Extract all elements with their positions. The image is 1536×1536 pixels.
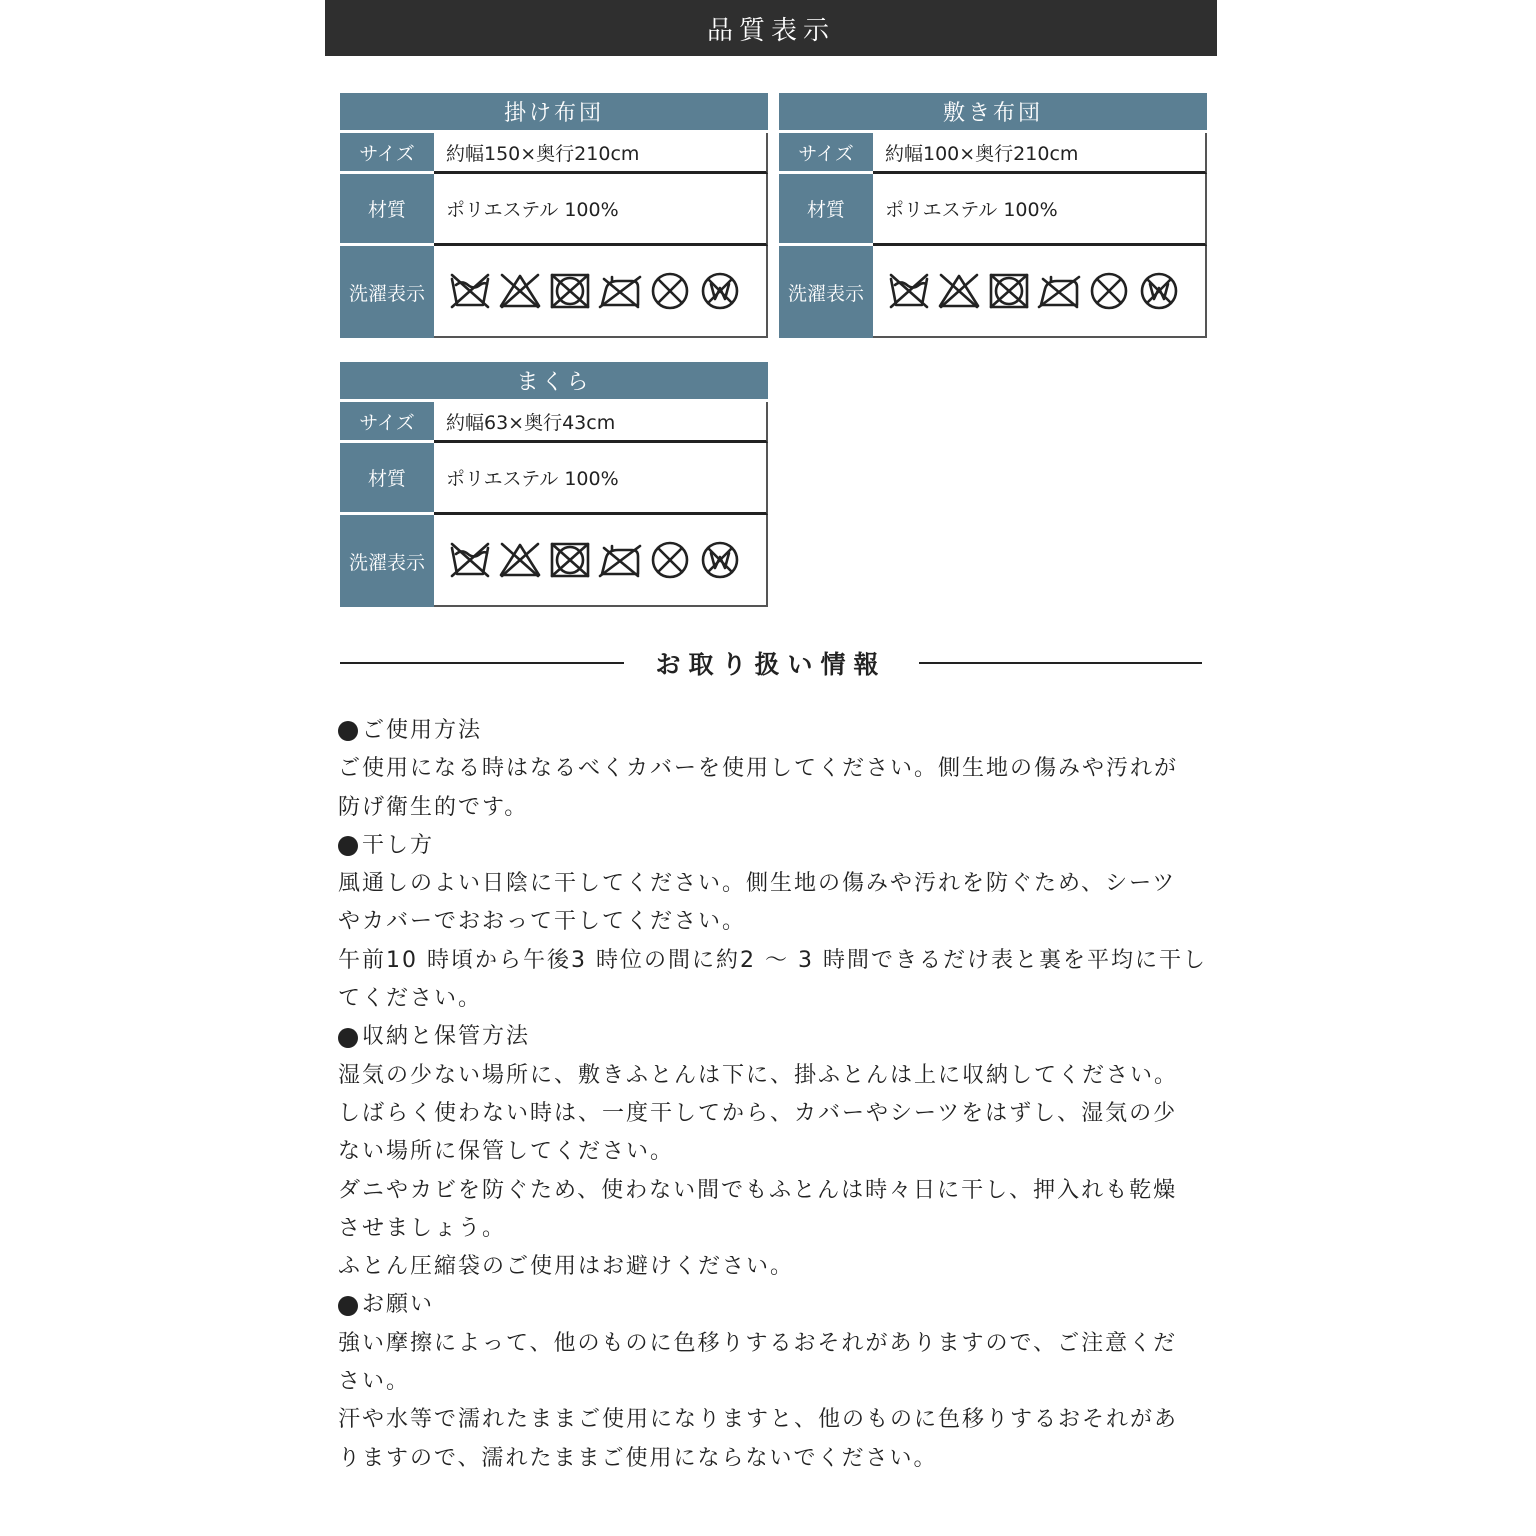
no-wet-clean-icon bbox=[698, 271, 742, 311]
heading-text: ご使用方法 bbox=[362, 718, 483, 743]
page-title: 品質表示 bbox=[706, 15, 835, 46]
wash-label: 洗濯表示 bbox=[779, 246, 873, 338]
care-heading bbox=[338, 827, 1208, 865]
care-line: やカバーでおおって干してください。 bbox=[338, 909, 747, 935]
care-title: お取り扱い情報 bbox=[655, 650, 887, 679]
heading-text: 干し方 bbox=[362, 832, 435, 858]
care-line: ない場所に保管してください。 bbox=[338, 1139, 675, 1165]
size-value: 約幅100×奥行210cm bbox=[873, 133, 1207, 174]
table-title: まくら bbox=[340, 362, 768, 402]
material-value: ポリエステル 100% bbox=[434, 174, 768, 246]
no-iron-icon bbox=[598, 540, 642, 580]
care-heading bbox=[338, 1018, 1208, 1056]
divider-right bbox=[919, 662, 1203, 664]
no-tumble-dry-icon bbox=[987, 271, 1031, 311]
no-bleach-icon bbox=[498, 540, 542, 580]
no-iron-icon bbox=[1037, 271, 1081, 311]
care-line: 風通しのよい日陰に干してください。側生地の傷みや汚れを防ぐため、シーツ bbox=[338, 871, 1177, 897]
bullet-icon bbox=[338, 1296, 358, 1316]
material-label: 材質 bbox=[779, 174, 873, 246]
care-line: ご使用になる時はなるべくカバーを使用してください。側生地の傷みや汚れが bbox=[338, 756, 1179, 782]
wash-label: 洗濯表示 bbox=[340, 515, 434, 607]
no-bleach-icon bbox=[937, 271, 981, 311]
care-line: りますので、濡れたままご使用にならないでください。 bbox=[338, 1445, 938, 1471]
care-line: 強い摩擦によって、他のものに色移りするおそれがありますので、ご注意くだ bbox=[338, 1330, 1178, 1356]
material-label: 材質 bbox=[340, 174, 434, 246]
care-line: 防げ衛生的です。 bbox=[338, 794, 529, 820]
no-wet-clean-icon bbox=[1137, 271, 1181, 311]
no-bleach-icon bbox=[498, 271, 542, 311]
table-title: 敷き布団 bbox=[779, 93, 1207, 133]
wash-icons bbox=[434, 515, 768, 607]
care-line: しばらく使わない時は、一度干してから、カバーやシーツをはずし、湿気の少 bbox=[338, 1100, 1178, 1126]
no-wash-icon bbox=[448, 540, 492, 580]
care-line: させましょう。 bbox=[338, 1215, 507, 1241]
material-row bbox=[340, 174, 768, 246]
product-table-kakebuton bbox=[340, 93, 768, 338]
table-title: 掛け布団 bbox=[340, 93, 768, 133]
size-label: サイズ bbox=[340, 133, 434, 174]
size-label: サイズ bbox=[340, 402, 434, 443]
size-label: サイズ bbox=[779, 133, 873, 174]
size-row bbox=[340, 402, 768, 443]
bullet-icon bbox=[338, 1028, 358, 1048]
wash-row bbox=[340, 515, 768, 607]
no-wash-icon bbox=[887, 271, 931, 311]
size-value: 約幅63×奥行43cm bbox=[434, 402, 768, 443]
no-dry-clean-icon bbox=[648, 540, 692, 580]
care-line: ダニやカビを防ぐため、使わない間でもふとんは時々日に干し、押入れも乾燥 bbox=[338, 1177, 1178, 1203]
heading-text: 収納と保管方法 bbox=[362, 1024, 531, 1050]
care-heading bbox=[338, 712, 1208, 750]
no-dry-clean-icon bbox=[648, 271, 692, 311]
material-value: ポリエステル 100% bbox=[873, 174, 1207, 246]
size-row bbox=[340, 133, 768, 174]
care-line: てください。 bbox=[338, 986, 483, 1012]
care-line: さい。 bbox=[338, 1369, 411, 1395]
care-info bbox=[338, 712, 1208, 1478]
size-row bbox=[779, 133, 1207, 174]
material-label: 材質 bbox=[340, 443, 434, 515]
page-header bbox=[325, 0, 1217, 56]
care-line: ふとん圧縮袋のご使用はお避けください。 bbox=[338, 1254, 795, 1280]
bullet-icon bbox=[338, 721, 358, 741]
no-tumble-dry-icon bbox=[548, 540, 592, 580]
no-wet-clean-icon bbox=[698, 540, 742, 580]
product-table-makura bbox=[340, 362, 768, 607]
no-tumble-dry-icon bbox=[548, 271, 592, 311]
material-row bbox=[779, 174, 1207, 246]
care-line: 午前10 時頃から午後3 時位の間に約2 ～ 3 時間できるだけ表と裏を平均に干し bbox=[338, 947, 1207, 973]
care-heading bbox=[338, 1286, 1208, 1324]
wash-row bbox=[340, 246, 768, 338]
no-wash-icon bbox=[448, 271, 492, 311]
divider-left bbox=[340, 662, 624, 664]
wash-icons bbox=[873, 246, 1207, 338]
care-section-title bbox=[340, 645, 1202, 681]
bullet-icon bbox=[338, 836, 358, 856]
no-iron-icon bbox=[598, 271, 642, 311]
product-table-shikibuton bbox=[779, 93, 1207, 338]
no-dry-clean-icon bbox=[1087, 271, 1131, 311]
care-line: 湿気の少ない場所に、敷きふとんは下に、掛ふとんは上に収納してください。 bbox=[338, 1062, 1179, 1088]
material-row bbox=[340, 443, 768, 515]
wash-label: 洗濯表示 bbox=[340, 246, 434, 338]
wash-icons bbox=[434, 246, 768, 338]
material-value: ポリエステル 100% bbox=[434, 443, 768, 515]
size-value: 約幅150×奥行210cm bbox=[434, 133, 768, 174]
heading-text: お願い bbox=[362, 1292, 435, 1318]
care-line: 汗や水等で濡れたままご使用になりますと、他のものに色移りするおそれがあ bbox=[338, 1407, 1179, 1433]
wash-row bbox=[779, 246, 1207, 338]
